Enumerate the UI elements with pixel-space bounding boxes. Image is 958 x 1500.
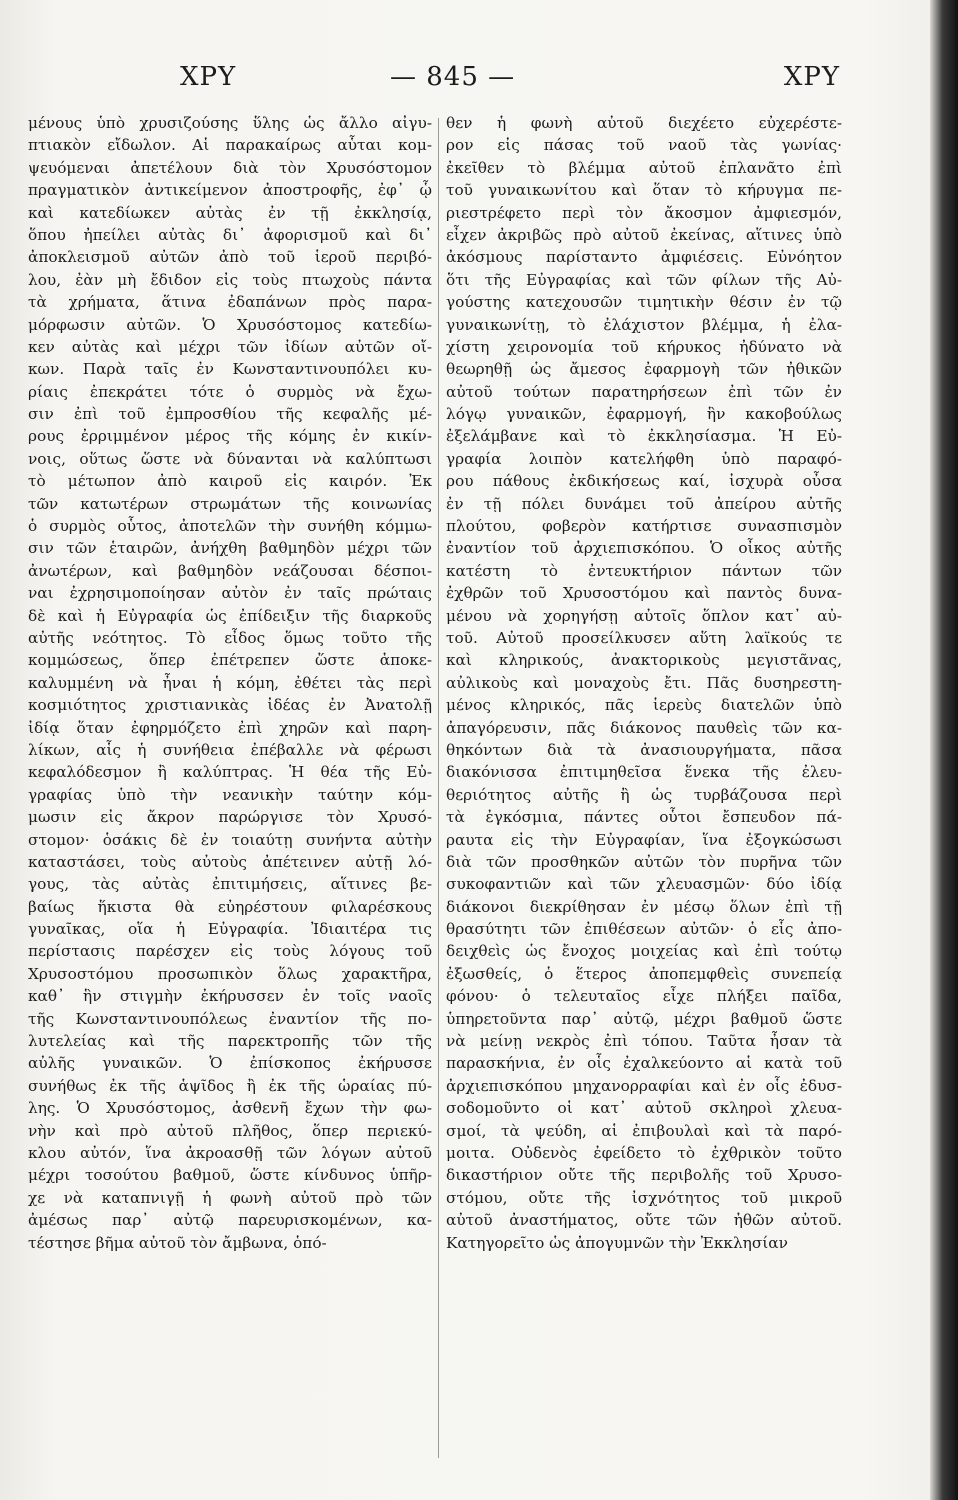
text-line: ἀρχιεπισκόπου μηχανορραφίαι καὶ ἐν οἷς ἐδυσ- (446, 1076, 842, 1095)
text-line: ἀμέσως παρ᾿ αὐτῷ παρευρισκομένων, κα- (28, 1211, 432, 1230)
text-line: στομον· ὁσάκις δὲ ἐν τοιαύτῃ συνήντα αὐτὴν (28, 830, 432, 849)
text-line: ἀποκλεισμοῦ αὐτῶν ἀπὸ τοῦ ἱεροῦ περιβό- (28, 248, 432, 267)
text-line: καλυμμένη νὰ ἦναι ἡ κόμη, ἐθέτει τὰς περὶ (28, 673, 432, 692)
text-line: ρον εἰς πάσας τοῦ ναοῦ τὰς γωνίας· (446, 136, 842, 155)
text-line: λόγῳ γυναικῶν, ἐφαρμογή, ἣν κακοβούλως (446, 405, 842, 424)
text-line: ὅτι τῆς Εὐγραφίας καὶ τῶν φίλων τῆς Αὐ- (446, 270, 842, 289)
text-line: πλούτου, φοβερὸν κατήρτισε συνασπισμὸν (446, 517, 842, 536)
text-line: θρασύτητι τῶν ἐπιθέσεων αὐτῶν· ὁ εἷς ἀπο- (446, 920, 842, 939)
text-line: Χρυσοστόμου προσωπικὸν ὅλως χαρακτῆρα, (28, 964, 432, 983)
text-line: μωσιν εἰς ἄκρον παρώργισε τὸν Χρυσό- (28, 808, 432, 827)
text-line: ἐξελάμβανε καὶ τὸ ἐκκλησίασμα. Ἡ Εὐ- (446, 427, 842, 446)
text-line: ρους ἐρριμμένον μέρος τῆς κόμης ἐν κικίν- (28, 427, 432, 446)
text-line: γούστης κατεχουσῶν τιμητικὴν θέσιν ἐν τῷ (446, 293, 842, 312)
text-line: αὐλικοὺς καὶ μοναχοὺς ἔτι. Πᾶς δυσηρεστη- (446, 673, 842, 692)
text-line: Κατηγορεῖτο ὡς ἀπογυμνῶν τὴν Ἐκκλησίαν (446, 1233, 788, 1252)
running-header (120, 62, 860, 102)
right-text-column (446, 112, 842, 1254)
text-line: ναι ἐχρησιμοποίησαν αὐτὸν ἐν ταῖς πρώταις (28, 584, 432, 603)
text-line: γους, τὰς αὐτὰς ἐπιτιμήσεις, αἵτινες βε- (28, 875, 432, 894)
header-right-abbreviation: ΧΡΥ (783, 62, 840, 92)
text-line: ψευόμεναι ἀπετέλουν διὰ τὸν Χρυσόστομον (28, 158, 432, 177)
text-line: διακόνισσα ἐπιτιμηθεῖσα ἕνεκα τῆς ἐλευ- (446, 763, 842, 782)
text-line: γραφίας ὑπὸ τὴν νεανικὴν ταύτην κόμ- (28, 785, 432, 804)
text-line: ρου πάθους ἐκδικήσεως καί, ἰσχυρὰ οὖσα (446, 472, 842, 491)
text-line: ἀνωτέρων, καὶ βαθμηδὸν νεάζουσαι δέσποι- (28, 561, 432, 580)
text-line: καὶ κατεδίωκεν αὐτὰς ἐν τῇ ἐκκλησίᾳ, (28, 203, 432, 222)
text-line: νὰ μείνῃ νεκρὸς ἐπὶ τόπου. Ταῦτα ἦσαν τὰ (446, 1032, 842, 1051)
text-line: σιν ἐπὶ τοῦ ἐμπροσθίου τῆς κεφαλῆς μέ- (28, 405, 432, 424)
text-line: κων. Παρὰ ταῖς ἐν Κωνσταντινουπόλει κυ- (28, 360, 432, 379)
text-line: νὴν καὶ πρὸ αὐτοῦ πλῆθος, ὅπερ περιεκύ- (28, 1121, 432, 1140)
text-line: ἐν τῇ πόλει δυνάμει τοῦ ἀπείρου αὐτῆς (446, 494, 842, 513)
text-line: λης. Ὁ Χρυσόστομος, ἀσθενῆ ἔχων τὴν φω- (28, 1099, 432, 1118)
text-line: τὸ μέτωπον ἀπὸ καιροῦ εἰς καιρόν. Ἐκ (28, 472, 432, 491)
text-line: χε νὰ καταπνιγῇ ἡ φωνὴ αὐτοῦ πρὸ τῶν (28, 1188, 432, 1207)
text-line: διάκονοι διεκρίθησαν ἐν μέσῳ ὅλων ἐπὶ τῇ (446, 897, 842, 916)
text-line: μένου νὰ χορηγήσῃ αὐτοῖς ὅπλον κατ᾿ αὐ- (446, 606, 842, 625)
text-line: αὐτῆς νεότητος. Τὸ εἶδος ὅμως τοῦτο τῆς (28, 628, 432, 647)
text-line: λίκων, αἷς ἡ συνήθεια ἐπέβαλλε νὰ φέρωσι (28, 740, 432, 759)
text-line: ἐκεῖθεν τὸ βλέμμα αὐτοῦ ἐπλανᾶτο ἐπὶ (446, 158, 842, 177)
text-line: ὁ συρμὸς οὗτος, ἀποτελῶν τὴν συνήθη κόμμω- (28, 517, 432, 536)
text-line: θεωρηθῇ ὡς ἄμεσος ἐφαρμογὴ τῶν ἠθικῶν (446, 360, 842, 379)
column-divider (438, 118, 439, 1458)
page-number: — 845 — (390, 62, 516, 92)
text-line: τὰ χρήματα, ἅτινα ἐδαπάνων πρὸς παρα- (28, 293, 432, 312)
text-line: αὐλῆς γυναικῶν. Ὁ ἐπίσκοπος ἐκήρυσσε (28, 1054, 432, 1073)
text-line: στόμου, οὔτε τῆς ἰσχνότητος τοῦ μικροῦ (446, 1188, 842, 1207)
text-line: περίστασις παρέσχεν εἰς τοὺς λόγους τοῦ (28, 942, 432, 961)
text-line: ρίαις ἐπεκράτει τότε ὁ συρμὸς νὰ ἔχω- (28, 382, 432, 401)
text-line: νοις, οὕτως ὥστε νὰ δύνανται νὰ καλύπτωσι (28, 449, 432, 468)
text-line: λου, ἐὰν μὴ ἔδιδον εἰς τοὺς πτωχοὺς πάντα (28, 270, 432, 289)
text-line: αὐτοῦ τούτων παρατηρήσεων ἐπὶ τῶν ἐν (446, 382, 842, 401)
text-line: εἶχεν ἀκριβῶς πρὸ αὐτοῦ ἐκείνας, αἵτινες ὑπὸ (446, 225, 842, 244)
text-line: κοσμιότητος χριστιανικὰς ἰδέας ἐν Ἀνατολῇ (28, 696, 432, 715)
text-line: ριεστρέφετο περὶ τὸν ἄκοσμον ἀμφιεσμόν, (446, 203, 842, 222)
text-line: κεφαλόδεσμον ἢ καλύπτρας. Ἡ θέα τῆς Εὐ- (28, 763, 432, 782)
text-line: τοῦ. Αὐτοῦ προσείλκυσεν αὕτη λαϊκούς τε (446, 628, 842, 647)
text-line: πτιακὸν εἴδωλον. Αἱ παρακαίρως αὗται κομ- (28, 136, 432, 155)
text-line: ἐναντίον τοῦ ἀρχιεπισκόπου. Ὁ οἶκος αὐτῆς (446, 539, 842, 558)
text-line: σοδομοῦντο οἱ κατ᾿ αὐτοῦ σκληροὶ χλευα- (446, 1099, 842, 1118)
text-line: μόρφωσιν αὐτῶν. Ὁ Χρυσόστομος κατεδίω- (28, 315, 432, 334)
text-line: τῶν κατωτέρων στρωμάτων τῆς κοινωνίας (28, 494, 432, 513)
text-line: γυναῖκας, οἵα ἡ Εὐγραφία. Ἰδιαιτέρα τις (28, 920, 432, 939)
text-line: συνήθως ἐκ τῆς ἁψῖδος ἢ ἐκ τῆς ὡραίας πύ- (28, 1076, 432, 1095)
text-line: τοῦ γυναικωνίτου καὶ ὅταν τὸ κήρυγμα πε- (446, 181, 842, 200)
text-line: σιν τῶν ἑταιρῶν, ἀνήχθη βαθμηδὸν μέχρι τῶν (28, 539, 432, 558)
text-line: ἀπαγόρευσιν, πᾶς διάκονος παυθεὶς τῶν κα- (446, 718, 842, 737)
text-line: δὲ καὶ ἡ Εὐγραφία ὡς ἐπίδειξιν τῆς διαρκοῦς (28, 606, 432, 625)
text-line: τῆς Κωνσταντινουπόλεως ἐναντίον τῆς πο- (28, 1009, 432, 1028)
text-line: τὰ ἐγκόσμια, πάντες οὗτοι ἔσπευδον πά- (446, 808, 842, 827)
header-left-abbreviation: ΧΡΥ (180, 62, 237, 92)
text-line: γραφία λοιπὸν κατελήφθη ὑπὸ παραφό- (446, 449, 842, 468)
text-line: βαίως ἥκιστα θὰ εὐηρέστουν φιλαρέσκους (28, 897, 432, 916)
text-line: χίστη χειρονομία τοῦ κήρυκος ἠδύνατο νὰ (446, 337, 842, 356)
text-line: θεν ἡ φωνὴ αὐτοῦ διεχέετο εὐχερέστε- (446, 114, 842, 132)
text-line: μένους ὑπὸ χρυσιζούσης ὕλης ὡς ἄλλο αἰγυ- (28, 114, 432, 132)
book-spine-edge (930, 0, 958, 1500)
text-line: καταστάσει, τοὺς αὐτοὺς ἀπέτεινεν αὐτῇ λό- (28, 852, 432, 871)
text-line: αὐτοῦ ἀναστήματος, οὔτε τῶν ἠθῶν αὐτοῦ. (446, 1211, 842, 1230)
left-text-column (28, 112, 432, 1254)
text-line: δειχθεὶς ὡς ἔνοχος μοιχείας καὶ ἐπὶ τούτῳ (446, 942, 842, 961)
text-line: κατέστη τὸ ἐντευκτήριον πάντων τῶν (446, 561, 842, 580)
text-line: θεριότητος αὐτῆς ἢ ὡς τυρβάζουσα περὶ (446, 785, 842, 804)
text-line: θηκόντων διὰ τὰ ἀνασιουργήματα, πᾶσα (446, 740, 842, 759)
text-line: πραγματικὸν ἀντικείμενον ἀποστροφῆς, ἐφ᾿ ᾧ (28, 181, 432, 200)
text-line: καθ᾿ ἣν στιγμὴν ἐκήρυσσεν ἐν τοῖς ναοῖς (28, 987, 432, 1006)
text-line: ἐχθρῶν τοῦ Χρυσοστόμου καὶ παντὸς δυνα- (446, 584, 842, 603)
text-line: ὑπηρετοῦντα παρ᾿ αὐτῷ, μέχρι βαθμοῦ ὥστε (446, 1009, 842, 1028)
text-line: παρασκήνια, ἐν οἷς ἐχαλκεύοντο αἱ κατὰ τοῦ (446, 1054, 842, 1073)
text-line: ὅπου ἠπείλει αὐτὰς δι᾿ ἀφορισμοῦ καὶ δι᾿ (28, 225, 432, 244)
text-line: κεν αὐτὰς καὶ μέχρι τῶν ἰδίων αὐτῶν οἴ- (28, 337, 432, 356)
text-line: λυτελείας καὶ τῆς παρεκτροπῆς τῶν τῆς (28, 1032, 432, 1051)
text-line: κομμώσεως, ὅπερ ἐπέτρεπεν ὥστε ἀποκε- (28, 651, 432, 670)
text-line: συκοφαντιῶν καὶ τῶν χλευασμῶν· δύο ἰδίᾳ (446, 875, 842, 894)
text-line: τέστησε βῆμα αὐτοῦ τὸν ἄμβωνα, ὁπό- (28, 1233, 327, 1252)
text-line: μοιτα. Οὐδενὸς ἐφείδετο τὸ ἐχθρικὸν τοῦτο (446, 1143, 842, 1162)
text-line: ἰδίᾳ ὅταν ἐφηρμόζετο ἐπὶ χηρῶν καὶ παρη- (28, 718, 432, 737)
text-line: γυναικωνίτῃ, τὸ ἐλάχιστον βλέμμα, ἡ ἐλα- (446, 315, 842, 334)
text-line: φόνου· ὁ τελευταῖος εἶχε πλήξει παῖδα, (446, 987, 842, 1006)
text-line: ἐξωσθείς, ὁ ἕτερος ἀποπεμφθεὶς συνεπείᾳ (446, 964, 842, 983)
text-line: μέχρι τοσούτου βαθμοῦ, ὥστε κίνδυνος ὑπῆρ- (28, 1166, 432, 1185)
text-line: μένος κληρικός, πᾶς ἱερεὺς διατελῶν ὑπὸ (446, 696, 842, 715)
text-line: ραυτα εἰς τὴν Εὐγραφίαν, ἵνα ἐξογκώσωσι (446, 830, 842, 849)
text-line: κλου αὐτόν, ἵνα ἀκροασθῇ τῶν λόγων αὐτοῦ (28, 1143, 432, 1162)
text-line: ἀκόσμους παρίσταντο ἀμφιέσεις. Εὐνόητον (446, 248, 842, 267)
text-line: δικαστήριον οὔτε τῆς περιβολῆς τοῦ Χρυσο- (446, 1166, 842, 1185)
text-line: διὰ τῶν προσθηκῶν αὐτῶν τὸν πυρῆνα τῶν (446, 852, 842, 871)
text-line: καὶ κληρικούς, ἀνακτορικοὺς μεγιστᾶνας, (446, 651, 842, 670)
text-line: σμοί, τὰ ψεύδη, αἱ ἐπιβουλαὶ καὶ τὰ παρό- (446, 1121, 842, 1140)
